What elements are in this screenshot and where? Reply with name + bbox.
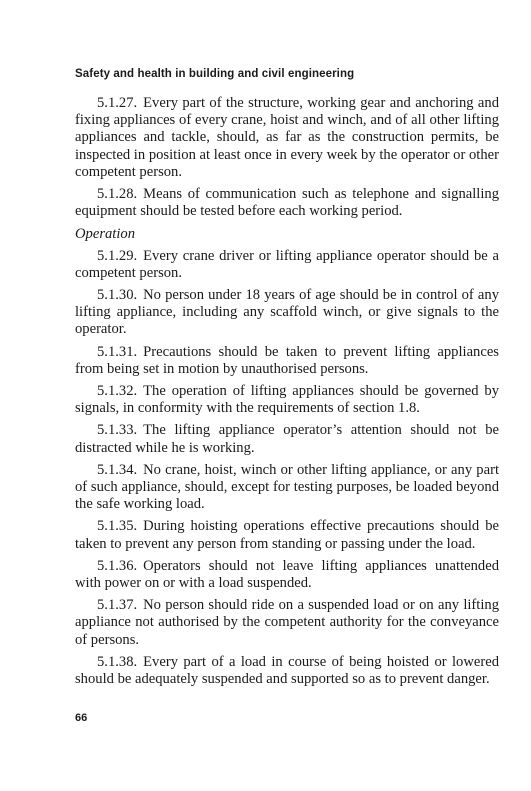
paragraph-5-1-38 xyxy=(75,654,499,688)
paragraph-text: No person should ride on a suspended load or on any lifting appliance not authorised by the competent authority for the conveyance of persons. xyxy=(75,597,499,648)
paragraph-5-1-31 xyxy=(75,344,499,378)
paragraph-number: 5.1.29. xyxy=(97,247,138,264)
paragraph-5-1-36 xyxy=(75,558,499,592)
paragraph-number: 5.1.37. xyxy=(97,597,138,614)
paragraph-number: 5.1.35. xyxy=(97,518,138,535)
paragraph-text: No crane, hoist, winch or other lifting appliance, or any part of such appliance, should, except for testing purposes, be loaded beyond the safe working load. xyxy=(75,461,499,513)
paragraph-5-1-32 xyxy=(75,383,499,417)
paragraph-5-1-29 xyxy=(75,248,499,282)
paragraph-number: 5.1.38. xyxy=(97,653,138,670)
paragraph-5-1-35 xyxy=(75,518,499,552)
paragraph-text: Precautions should be taken to prevent lifting appliances from being set in motion by unauthorised persons. xyxy=(75,343,499,377)
running-head: Safety and health in building and civil engineering xyxy=(75,68,355,80)
paragraph-text: No person under 18 years of age should be in control of any lifting appliance, including any scaffold winch, or give signals to the operator. xyxy=(75,287,499,338)
paragraph-text: The operation of lifting appliances should be governed by signals, in conformity with the requirements of section 1.8. xyxy=(75,383,499,417)
paragraph-text: Every crane driver or lifting appliance operator should be a competent person. xyxy=(75,247,499,281)
paragraph-number: 5.1.34. xyxy=(97,461,138,478)
section-heading-operation: Operation xyxy=(75,226,135,243)
paragraph-5-1-30 xyxy=(75,287,499,339)
paragraph-number: 5.1.32. xyxy=(97,383,138,400)
paragraph-text: During hoisting operations effective precautions should be taken to prevent any person from standing or passing under the load. xyxy=(75,518,499,552)
paragraph-text: Operators should not leave lifting appliances unattended with power on or with a load suspended. xyxy=(75,557,499,592)
paragraph-5-1-28 xyxy=(75,186,499,220)
paragraph-5-1-37 xyxy=(75,597,499,649)
paragraph-number: 5.1.33. xyxy=(97,422,138,439)
paragraph-text: Every part of the structure, working gear and anchoring and fixing appliances of every crane, hoist and winch, and of all other lifting appliances and tackle, should, as far as the construction permits, be inspected in position at least once in every week by the operator or other competent person. xyxy=(75,95,499,180)
paragraph-5-1-27 xyxy=(75,95,499,181)
paragraph-number: 5.1.27. xyxy=(97,95,138,111)
paragraph-number: 5.1.31. xyxy=(97,343,138,360)
paragraph-text: The lifting appliance operator’s attention should not be distracted while he is working. xyxy=(75,422,499,456)
paragraph-number: 5.1.28. xyxy=(97,186,138,203)
paragraph-number: 5.1.36. xyxy=(97,557,138,574)
paragraph-text: Means of communication such as telephone and signalling equipment should be tested before each working period. xyxy=(75,186,499,220)
paragraph-5-1-33 xyxy=(75,422,499,456)
body-text xyxy=(75,95,499,693)
paragraph-number: 5.1.30. xyxy=(97,287,138,304)
page-number: 66 xyxy=(75,712,88,724)
paragraph-5-1-34 xyxy=(75,462,499,514)
paragraph-text: Every part of a load in course of being hoisted or lowered should be adequately suspended and supported so as to prevent danger. xyxy=(75,653,499,688)
